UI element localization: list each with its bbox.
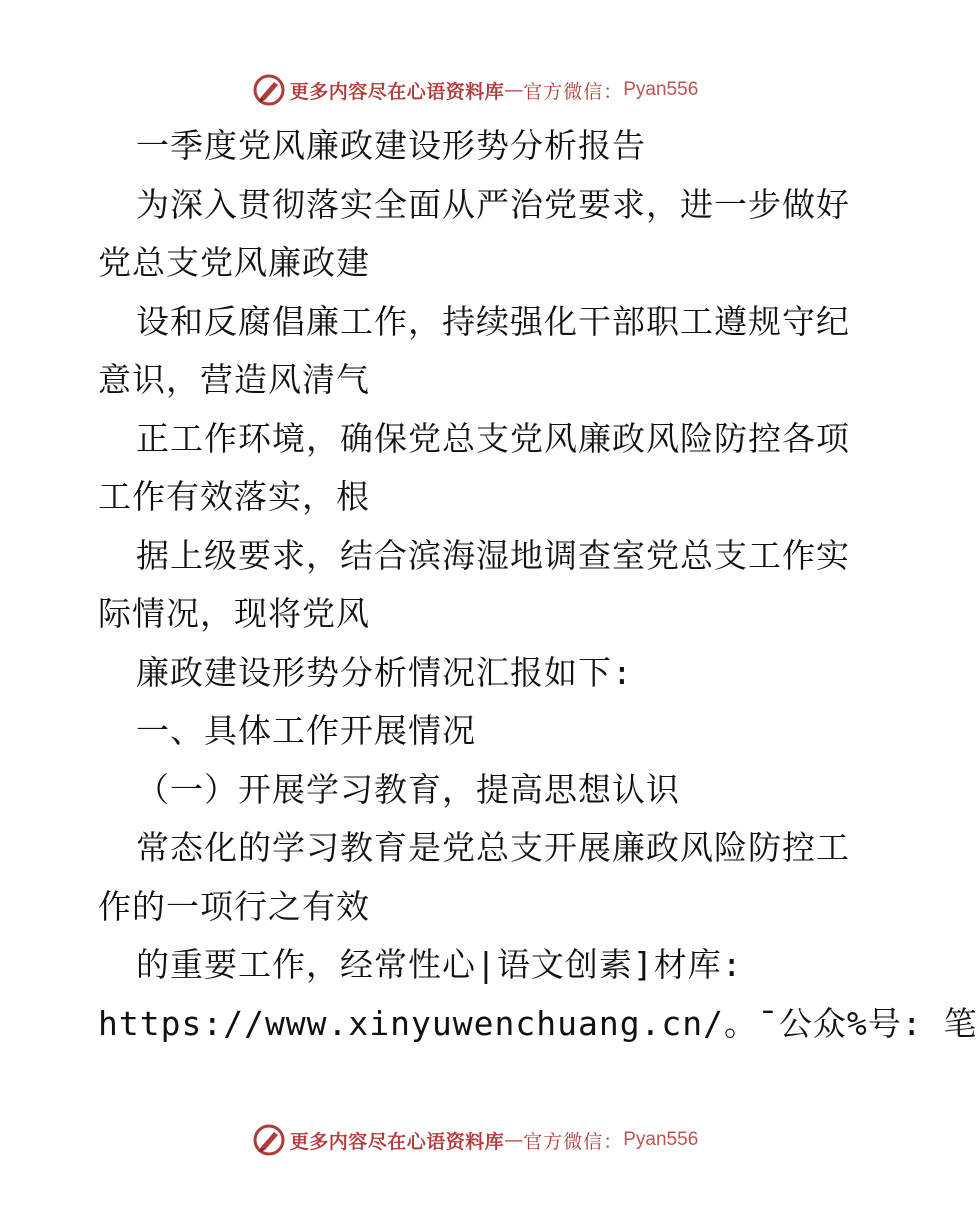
banner-wechat-id: Pyan556 bbox=[623, 79, 699, 100]
pen-logo-icon bbox=[252, 73, 286, 107]
banner-separator: — bbox=[504, 1129, 524, 1151]
text-line: 据上级要求，结合滨海湿地调查室党总支工作实 bbox=[136, 535, 850, 575]
text-line: 际情况，现将党风 bbox=[98, 594, 370, 633]
footer-watermark-banner bbox=[0, 1120, 950, 1160]
pen-logo-icon bbox=[252, 1123, 286, 1157]
text-line: 正工作环境，确保党总支党风廉政风险防控各项 bbox=[136, 418, 850, 458]
text-line: 为深入贯彻落实全面从严治党要求，进一步做好 bbox=[136, 184, 850, 224]
document-title: 一季度党风廉政建设形势分析报告 bbox=[136, 126, 646, 165]
banner-text: 更多内容尽在心语资料库 bbox=[289, 1130, 505, 1153]
text-line: 常态化的学习教育是党总支开展廉政风险防控工 bbox=[136, 828, 850, 867]
text-line: 意识，营造风清气 bbox=[98, 360, 370, 399]
document-body bbox=[98, 117, 978, 1053]
banner-wechat-label: 官方微信： bbox=[523, 80, 624, 103]
text-line: 的重要工作，经常性心|语文创素]材库: bbox=[136, 945, 743, 984]
banner-wechat-label: 官方微信： bbox=[523, 1130, 624, 1153]
text-line: 党总支党风廉政建 bbox=[98, 243, 370, 282]
header-watermark-banner bbox=[0, 70, 950, 110]
text-line: 设和反腐倡廉工作，持续强化干部职工遵规守纪 bbox=[136, 301, 850, 341]
text-line: 廉政建设形势分析情况汇报如下: bbox=[136, 652, 633, 692]
subsection-heading: （一）开展学习教育，提高思想认识 bbox=[136, 769, 680, 809]
banner-wechat-id: Pyan556 bbox=[623, 1129, 699, 1150]
section-heading: 一、具体工作开展情况 bbox=[136, 711, 476, 750]
url-line: https://www.xinyuwenchuang.cn/。¯公众%号: 笔 bbox=[98, 1003, 978, 1043]
text-line: 作的一项行之有效 bbox=[98, 886, 370, 926]
banner-separator: — bbox=[504, 79, 524, 101]
banner-text: 更多内容尽在心语资料库 bbox=[289, 80, 505, 103]
text-line: 工作有效落实，根 bbox=[98, 477, 370, 516]
